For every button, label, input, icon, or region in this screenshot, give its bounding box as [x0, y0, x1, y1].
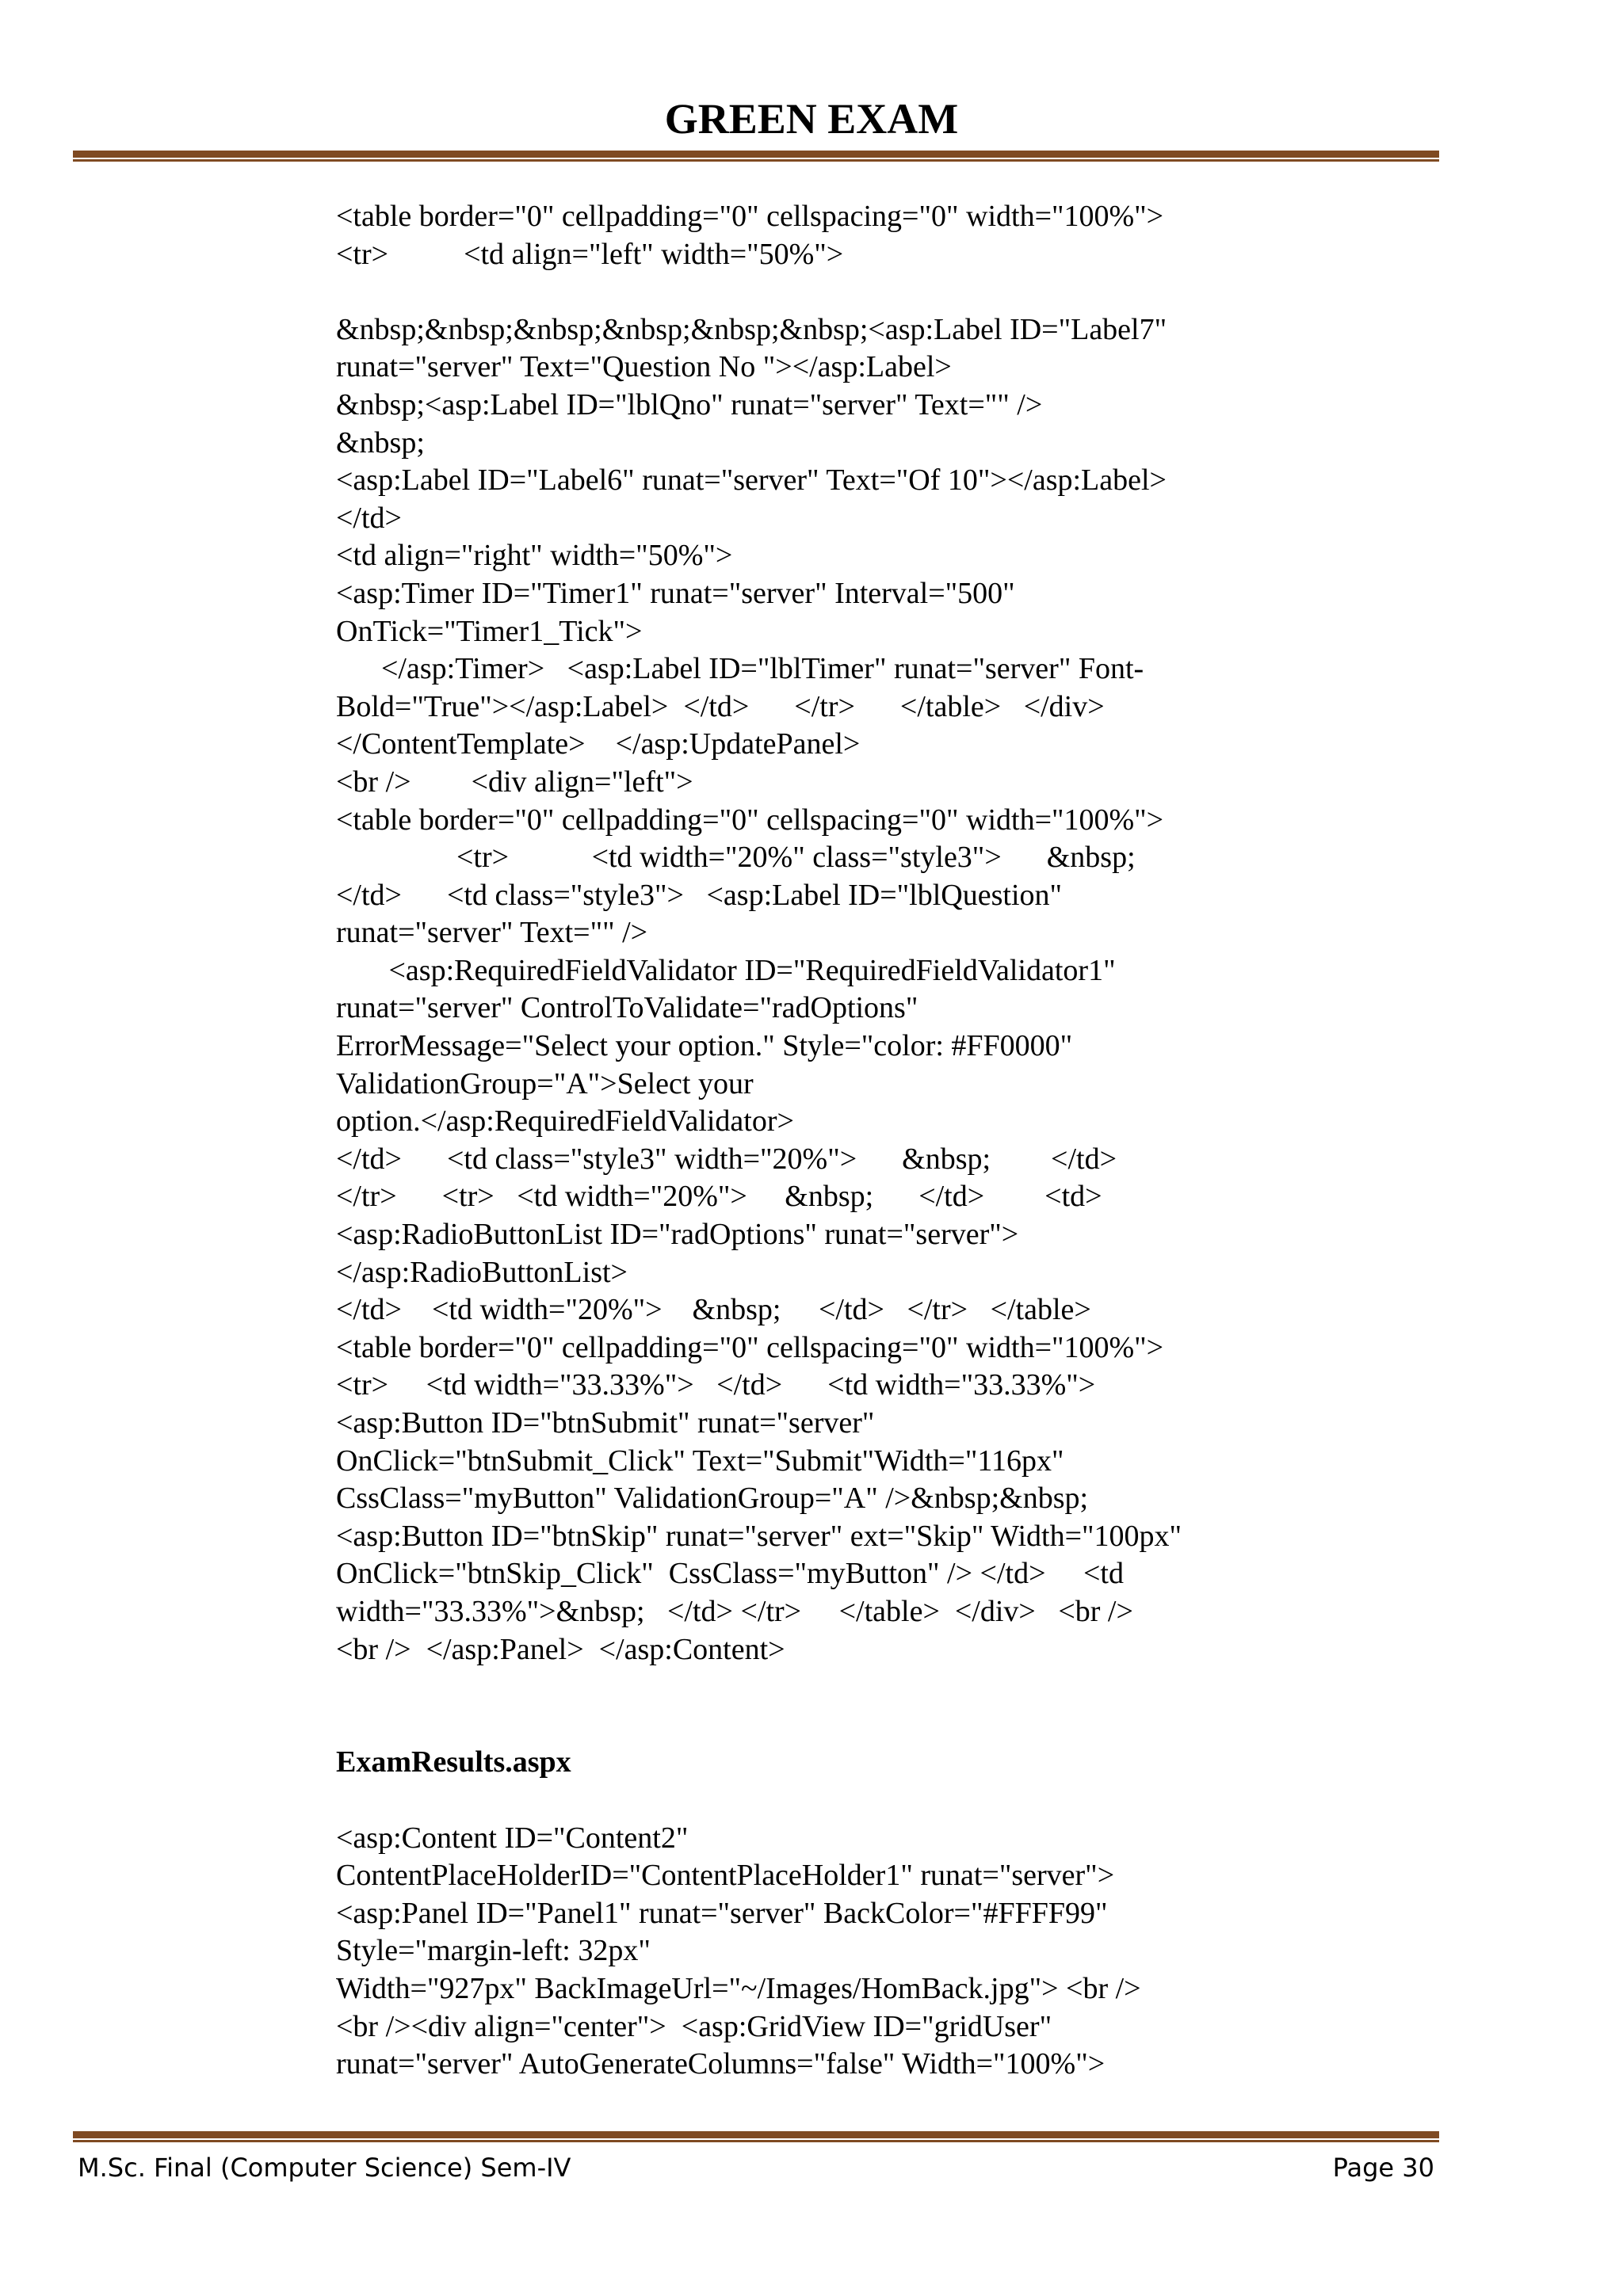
- code-line: <tr> <td width="20%" class="style3"> &nbsp;: [336, 841, 1136, 875]
- code-line: <asp:Timer ID="Timer1" runat="server" Interval="500": [336, 576, 1015, 610]
- code-line: runat="server" Text="Question No "></asp:Label>: [336, 350, 952, 384]
- code-line: ValidationGroup="A">Select your: [336, 1066, 754, 1100]
- code-line: runat="server" AutoGenerateColumns="false" Width="100%">: [336, 2047, 1106, 2081]
- code-line: <table border="0" cellpadding="0" cellspacing="0" width="100%">: [336, 1330, 1164, 1364]
- code-line: <asp:Panel ID="Panel1" runat="server" BackColor="#FFFF99": [336, 1896, 1108, 1930]
- code-line: <table border="0" cellpadding="0" cellspacing="0" width="100%">: [336, 200, 1164, 233]
- code-line: OnClick="btnSkip_Click" CssClass="myButton" /> </td> <td: [336, 1557, 1124, 1591]
- code-line: Style="margin-left: 32px": [336, 1934, 651, 1968]
- code-line: <asp:Label ID="Label6" runat="server" Text="Of 10"></asp:Label>: [336, 463, 1167, 498]
- code-line: <asp:Button ID="btnSkip" runat="server" ext="Skip" Width="100px": [336, 1519, 1182, 1553]
- code-line: </td> <td class="style3" width="20%"> &nbsp; </td>: [336, 1142, 1117, 1176]
- code-line: <tr> <td align="left" width="50%">: [336, 237, 844, 271]
- code-listing: [336, 198, 1366, 2084]
- code-line: <asp:Button ID="btnSubmit" runat="server": [336, 1406, 875, 1440]
- code-line: Width="927px" BackImageUrl="~/Images/HomBack.jpg"> <br />: [336, 1971, 1141, 2005]
- header-divider: [73, 151, 1439, 162]
- code-line: <br /> <div align="left">: [336, 765, 693, 799]
- code-line: &nbsp;&nbsp;&nbsp;&nbsp;&nbsp;&nbsp;<asp:Label ID="Label7": [336, 312, 1167, 346]
- section-heading: ExamResults.aspx: [336, 1745, 571, 1779]
- code-line: &nbsp;: [336, 425, 425, 460]
- footer-divider-thin: [73, 2140, 1439, 2142]
- code-line: </asp:Timer> <asp:Label ID="lblTimer" runat="server" Font-: [336, 652, 1144, 686]
- header-divider-thin: [73, 159, 1439, 162]
- code-block-exam: [336, 198, 1366, 1669]
- footer-course-label: M.Sc. Final (Computer Science) Sem-IV: [78, 2153, 571, 2183]
- code-line: OnTick="Timer1_Tick">: [336, 614, 643, 648]
- code-line: </asp:RadioButtonList>: [336, 1255, 628, 1289]
- code-line: option.</asp:RequiredFieldValidator>: [336, 1104, 794, 1138]
- code-line: </ContentTemplate> </asp:UpdatePanel>: [336, 727, 861, 761]
- code-line: runat="server" ControlToValidate="radOptions": [336, 991, 918, 1025]
- page-title: GREEN EXAM: [664, 95, 959, 143]
- code-line: <br /><div align="center"> <asp:GridView ID="gridUser": [336, 2009, 1052, 2043]
- spacer: [336, 1782, 1366, 1820]
- code-line: ContentPlaceHolderID="ContentPlaceHolder1" runat="server">: [336, 1859, 1115, 1893]
- header-divider-thick: [73, 151, 1439, 158]
- footer-page-number: Page 30: [1332, 2153, 1434, 2183]
- code-line: <br /> </asp:Panel> </asp:Content>: [336, 1632, 785, 1666]
- code-line: </td>: [336, 501, 402, 535]
- code-line: <asp:Content ID="Content2": [336, 1821, 689, 1855]
- code-line: </tr> <tr> <td width="20%"> &nbsp; </td> <td>: [336, 1180, 1102, 1214]
- code-line: Bold="True"></asp:Label> </td> </tr> </table> </div>: [336, 689, 1105, 723]
- spacer: [336, 1707, 1366, 1745]
- code-line: CssClass="myButton" ValidationGroup="A" />&nbsp;&nbsp;: [336, 1482, 1089, 1516]
- code-line: <td align="right" width="50%">: [336, 539, 733, 573]
- code-line: <table border="0" cellpadding="0" cellspacing="0" width="100%">: [336, 803, 1164, 837]
- code-line: <tr> <td width="33.33%"> </td> <td width="33.33%">: [336, 1368, 1096, 1402]
- code-line: &nbsp;<asp:Label ID="lblQno" runat="server" Text="" />: [336, 387, 1043, 421]
- code-line: OnClick="btnSubmit_Click" Text="Submit"Width="116px": [336, 1444, 1064, 1478]
- code-block-exam-results: [336, 1820, 1366, 2084]
- code-line: width="33.33%">&nbsp; </td> </tr> </table> </div> <br />: [336, 1594, 1133, 1628]
- footer-divider: [73, 2131, 1439, 2142]
- code-line: [336, 273, 1366, 311]
- code-line: ErrorMessage="Select your option." Style="color: #FF0000": [336, 1029, 1073, 1063]
- code-line: <asp:RadioButtonList ID="radOptions" runat="server">: [336, 1218, 1019, 1252]
- spacer: [336, 1669, 1366, 1707]
- code-line: runat="server" Text="" />: [336, 916, 648, 950]
- code-line: </td> <td width="20%"> &nbsp; </td> </tr> </table>: [336, 1293, 1091, 1327]
- code-line: </td> <td class="style3"> <asp:Label ID="lblQuestion": [336, 878, 1063, 912]
- footer-divider-thick: [73, 2131, 1439, 2138]
- code-line: <asp:RequiredFieldValidator ID="RequiredFieldValidator1": [336, 953, 1116, 987]
